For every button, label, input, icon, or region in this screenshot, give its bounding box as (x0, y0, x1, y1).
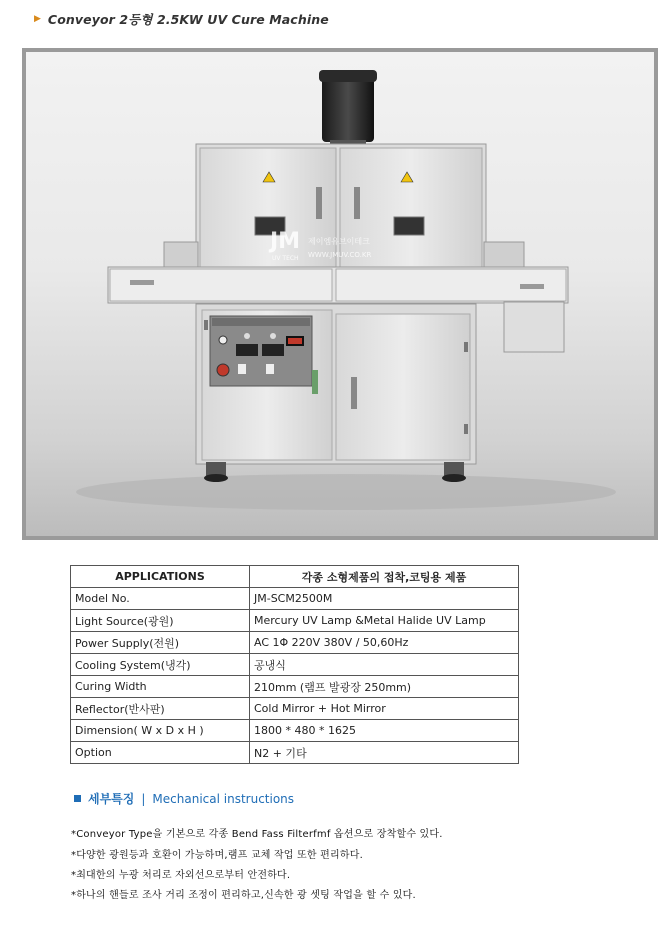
table-row (71, 742, 519, 764)
section-title-ko: 세부특징 (88, 792, 135, 806)
section-title-en: Mechanical instructions (152, 791, 295, 806)
section-heading (74, 790, 294, 807)
photo-watermark: 제이엠유브이테크 (308, 237, 370, 246)
page-header (34, 10, 329, 28)
arrow-bullet-icon: ▶ (34, 13, 41, 24)
feature-item: *하나의 핸들로 조사 거리 조정이 편리하고,신속한 광 셋팅 작업을 할 수 있다. (71, 890, 416, 901)
spec-value: Mercury UV Lamp &Metal Halide UV Lamp (250, 610, 519, 632)
table-row (71, 654, 519, 676)
spec-label: Dimension( W x D x H ) (71, 720, 250, 742)
photo-watermark-url: WWW.JMUV.CO.KR (308, 251, 372, 259)
spec-label: Power Supply(전원) (71, 632, 250, 654)
table-row (71, 610, 519, 632)
spec-label: Model No. (71, 588, 250, 610)
spec-label: Cooling System(냉각) (71, 654, 250, 676)
product-photo (26, 52, 654, 536)
table-row (71, 676, 519, 698)
photo-logo: JM (270, 229, 301, 254)
spec-value: 1800 * 480 * 1625 (250, 720, 519, 742)
table-row (71, 698, 519, 720)
spec-table (70, 565, 519, 764)
spec-label: Reflector(반사판) (71, 698, 250, 720)
spec-header-row (71, 566, 519, 588)
spec-label: Option (71, 742, 250, 764)
spec-header-label: APPLICATIONS (71, 566, 250, 588)
photo-logo-sub: UV TECH (272, 255, 299, 262)
section-separator: | (141, 791, 146, 806)
spec-label: Curing Width (71, 676, 250, 698)
table-row (71, 632, 519, 654)
spec-value: 210mm (램프 발광장 250mm) (250, 676, 519, 698)
feature-item: *다양한 광원등과 호환이 가능하며,램프 교체 작업 또한 편리하다. (71, 850, 363, 861)
square-bullet-icon (74, 795, 81, 802)
product-photo-frame (22, 48, 658, 540)
spec-header-value: 각종 소형제품의 접착,코팅용 제품 (250, 566, 519, 588)
spec-value: AC 1Φ 220V 380V / 50,60Hz (250, 632, 519, 654)
table-row (71, 588, 519, 610)
feature-item: *Conveyor Type을 기본으로 각종 Bend Fass Filterfmf 옵션으로 장착할수 있다. (71, 829, 443, 840)
table-row (71, 720, 519, 742)
spec-value: N2 + 기타 (250, 742, 519, 764)
page-title: Conveyor 2등형 2.5KW UV Cure Machine (47, 12, 329, 27)
spec-label: Light Source(광원) (71, 610, 250, 632)
spec-value: JM-SCM2500M (250, 588, 519, 610)
uv-cure-machine-illustration (26, 52, 654, 536)
spec-value: Cold Mirror + Hot Mirror (250, 698, 519, 720)
spec-value: 공냉식 (250, 654, 519, 676)
feature-item: *최대한의 누광 처리로 자외선으로부터 안전하다. (71, 870, 291, 881)
